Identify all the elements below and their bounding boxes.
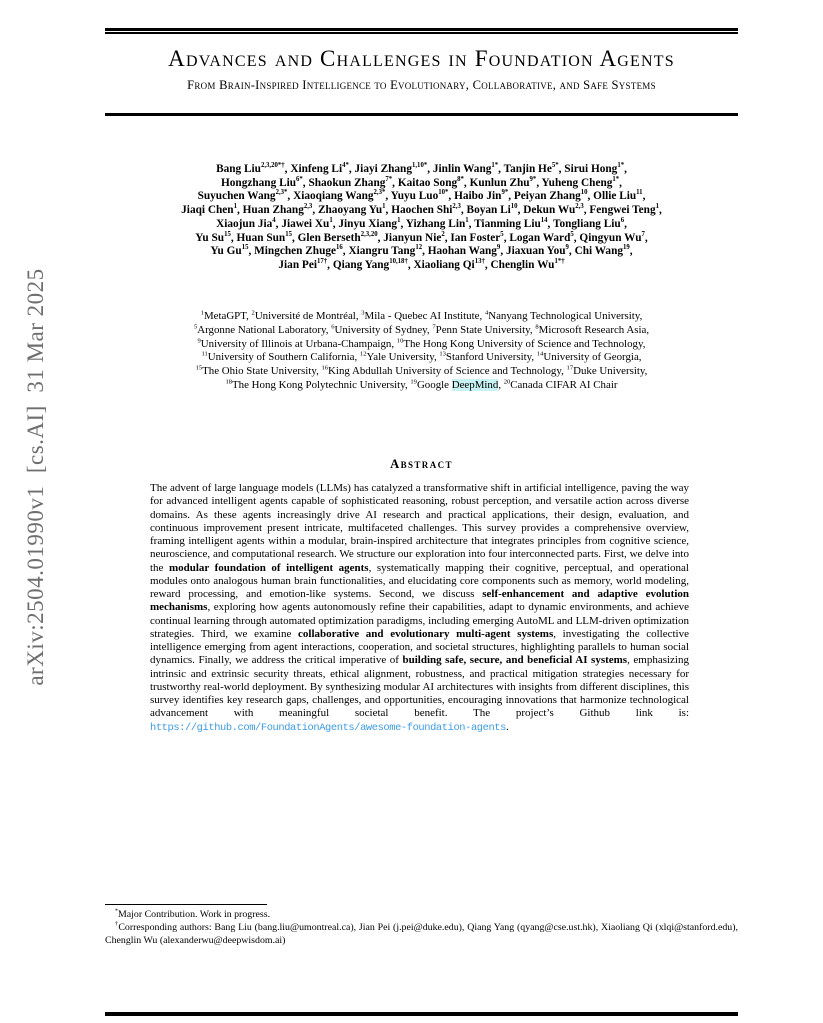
author-name: Kunlun Zhu$^{9*}$ (469, 175, 537, 189)
author-line: Xiaojun Jia$^4$, Jiawei Xu$^1$, Jinyu Xiang$^1$, Yizhang Lin$^1$, Tianming Liu$^{14}$, Tongliang Liu$^6$, (216, 217, 627, 230)
author-name: Zhaoyang Yu$^1$ (317, 203, 386, 217)
author-name: Xiaoliang $Qi^{13\dagger}$ (413, 258, 485, 271)
affiliation: $^9$University of Illinois at Urbana-Champaign (197, 336, 392, 350)
author-name: Jinlin Wang$^{1*}$ (432, 162, 499, 175)
affiliation-line: $^1$MetaGPT, $^2$Université de Montréal, $^3$Mila - Quebec AI Institute, $^4$Nanyang Technological University, (200, 309, 643, 322)
author-name: Xiaoqiang Wang$^{2,3*}$ (293, 189, 386, 203)
author-name: Jiaxuan You$^9$ (505, 244, 569, 258)
affiliation-lines (105, 310, 738, 393)
author-name: Haibo Jin$^{9*}$ (454, 189, 509, 203)
author-line: Yu Su$^{15}$, Huan Sun$^{15}$, Glen Berseth$^{2,3,20}$, Jianyun Nie$^2$, Ian Foster$^5$, Logan Ward$^5$, Qingyun Wu$^7$, (195, 230, 648, 244)
abstract-bold-phrase: collaborative and evolutionary multi-agent systems (298, 627, 554, 640)
author-name: Shaokun Zhang$^{7*}$ (308, 175, 393, 189)
author-name: Jian Pei$^{17\dagger}$ (278, 258, 328, 271)
affiliation: $^{18}$The Hong Kong Polytechnic University (225, 378, 405, 391)
affiliation: $^8$Microsoft Research Asia (535, 323, 647, 336)
author-name: Qingyun Wu$^7$ (579, 230, 645, 244)
author-name: Jianyun Nie$^2$ (383, 230, 445, 244)
author-name: Xiaojun Jia$^4$ (216, 217, 276, 230)
footnote-rule (105, 904, 267, 905)
affiliation: $^7$Penn State University (432, 323, 530, 336)
author-name: Yuyu Luo$^{10*}$ (390, 189, 449, 203)
author-name: Logan Ward$^5$ (509, 230, 574, 244)
arxiv-stamp: arXiv:2504.01990v1 [cs.AI] 31 Mar 2025 (23, 268, 48, 686)
affiliation: $^{11}$University of Southern California (201, 350, 355, 364)
author-name: Hongzhang Liu$^{6*}$ (221, 175, 303, 189)
affiliation: $^6$University of Sydney (331, 323, 427, 336)
author-name: Yu Su$^{15}$ (195, 230, 231, 244)
author-name: Ian Foster$^5$ (450, 230, 504, 244)
affiliation: $^{16}$King Abdullah University of Science and Technology (321, 364, 562, 378)
affiliation: $^{14}$University of Georgia (536, 350, 639, 364)
affiliation-line: $^9$University of Illinois at Urbana-Champaign, $^{10}$The Hong Kong University of Science and Technology, (197, 336, 646, 350)
affiliation: $^{17}$Duke University (566, 364, 645, 378)
author-name: Dekun Wu$^{2,3}$ (523, 203, 584, 217)
author-name: Huan Sun$^{15}$ (236, 230, 292, 244)
abstract-bold-phrase: building safe, secure, and beneficial AI systems (402, 654, 628, 667)
author-name: Qiang Yang$^{10,18\dagger}$ (332, 258, 408, 271)
footnote: *Major Contribution. Work in progress. (115, 908, 271, 920)
author-name: Glen Berseth$^{2,3,20}$ (297, 230, 378, 244)
affiliation: $^{20}$Canada CIFAR AI Chair (503, 378, 618, 391)
abstract-bold-phrase: modular foundation of intelligent agents (168, 561, 369, 574)
affiliation: $^{19}$Google DeepMind (410, 378, 499, 391)
author-name: Mingchen Zhuge$^{16}$ (254, 244, 343, 258)
author-name: Yizhang Lin$^1$ (405, 217, 469, 230)
author-name: Tianming Liu$^{14}$ (474, 217, 548, 230)
affiliation: $^{10}$The Hong Kong University of Science and Technology (396, 336, 643, 350)
page-bottom-rule (105, 1012, 738, 1016)
author-line: Suyuchen Wang$^{2,3*}$, Xiaoqiang Wang$^{2,3*}$, Yuyu Luo$^{10*}$, Haibo Jin$^{9*}$, Peiyan Zhang$^{10}$, Ollie Liu$^{11}$, (197, 189, 646, 203)
author-line: Jiaqi Chen$^1$, Huan Zhang$^{2,3}$, Zhaoyang Yu$^1$, Haochen Shi$^{2,3}$, Boyan Li$^{10}$, Dekun Wu$^{2,3}$, Fengwei Teng$^1$, (181, 203, 662, 217)
affiliation: $^4$Nanyang Technological University (484, 309, 640, 322)
author-name: Sirui Hong$^{1*}$ (564, 162, 625, 175)
paper-title: Advances and Challenges in Foundation Agents (168, 46, 675, 71)
author-name: Haochen Shi$^{2,3}$ (391, 203, 461, 217)
affiliation-line: $^5$Argonne National Laboratory, $^6$University of Sydney, $^7$Penn State University, $^8$Microsoft Research Asia, (193, 323, 650, 336)
affiliation-line: $^{15}$The Ohio State University, $^{16}$King Abdullah University of Science and Technology, $^{17}$Duke University, (195, 364, 648, 378)
affiliation-line: $^{18}$The Hong Kong Polytechnic University, $^{19}$Google DeepMind, $^{20}$Canada CIFAR AI Chair (225, 378, 618, 391)
author-name: Yuheng Cheng$^{1*}$ (541, 175, 620, 189)
author-name: Kaitao Song$^{8*}$ (397, 175, 464, 189)
header-top-rule (105, 28, 738, 34)
author-lines (105, 163, 738, 273)
author-name: Boyan Li$^{10}$ (466, 203, 518, 217)
footnotes (105, 909, 738, 947)
highlighted-text: DeepMind (451, 378, 499, 391)
author-name: Jiaqi Chen$^1$ (181, 203, 237, 217)
author-name: Peiyan Zhang$^{10}$ (513, 189, 588, 203)
author-name: Haohan Wang$^9$ (427, 244, 501, 258)
paper-subtitle: From Brain-Inspired Intelligence to Evolutionary, Collaborative, and Safe Systems (187, 78, 656, 92)
author-name: Jiayi Zhang$^{1,10*}$ (354, 162, 428, 175)
abstract-bold-phrase: self-enhancement and adaptive evolution mechanisms (150, 588, 690, 614)
author-line: Hongzhang Liu$^{6*}$, Shaokun Zhang$^{7*}$, Kaitao Song$^{8*}$, Kunlun Zhu$^{9*}$, Yuheng Cheng$^{1*}$, (221, 175, 622, 189)
author-line: Jian Pei$^{17\dagger}$, Qiang Yang$^{10,18\dagger}$, Xiaoliang $Qi^{13\dagger}$, Chenglin $Wu^{1*\dagger}$ (278, 258, 565, 271)
author-name: Jiawei Xu$^1$ (281, 217, 333, 230)
abstract-heading: Abstract (390, 457, 453, 471)
author-name: Bang Liu$^{2,3,20*\dagger}$ (216, 162, 285, 175)
author-name: Chi Wang$^{19}$ (574, 244, 630, 258)
affiliation: $^{12}$Yale University (359, 350, 434, 364)
author-name: Fengwei Teng$^1$ (589, 203, 659, 217)
header-top-rule-thin (105, 32, 738, 34)
affiliation: $^2$Université de Montréal (251, 309, 356, 322)
author-name: Huan Zhang$^{2,3}$ (242, 203, 313, 217)
author-name: Suyuchen Wang$^{2,3*}$ (197, 189, 288, 203)
affiliation: $^1$MetaGPT (200, 309, 247, 322)
author-name: Chenglin $Wu^{1*\dagger}$ (490, 258, 565, 271)
affiliation: $^5$Argonne National Laboratory (193, 323, 326, 336)
affiliation: $^{15}$The Ohio State University (195, 364, 317, 378)
github-link[interactable]: https://github.com/FoundationAgents/awesome-foundation-agents (150, 721, 506, 734)
author-name: Xiangru Tang$^{12}$ (348, 244, 423, 258)
affiliation: $^{13}$Stanford University (439, 350, 532, 364)
author-name: Tongliang Liu$^6$ (552, 217, 625, 230)
author-line: Bang Liu$^{2,3,20*\dagger}$, Xinfeng $Li^{4*}$, Jiayi Zhang$^{1,10*}$, Jinlin Wang$^{1*}$, Tanjin $He^{5*}$, Sirui Hong$^{1*}$, (216, 162, 627, 175)
affiliation-line: $^{11}$University of Southern California, $^{12}$Yale University, $^{13}$Stanford University, $^{14}$University of Georgia, (201, 350, 642, 364)
header-bottom-rule (105, 113, 738, 116)
author-name: Tanjin $He^{5*}$ (503, 162, 559, 175)
author-name: Xinfeng $Li^{4*}$ (290, 162, 349, 175)
author-name: Jinyu Xiang$^1$ (338, 217, 401, 230)
abstract-body: The advent of large language models (LLMs) has catalyzed a transformative shift in artificial intelligence, paving the way for advanced intelligent agents capable of sophisticated reasoning, robust perception, and versatile action across diverse domains. As these agents increasingly drive AI research and practical applications, their design, evaluation, and continuous improvement present intricate, multifaceted challenges. This survey provides a comprehensive overview, framing intelligent agents within a modular, brain-inspired architecture that integrates principles from cognitive science, neuroscience, and computational research. We structure our exploration into four interconnected parts. First, we delve into the modular foundation of intelligent agents, systematically mapping their cognitive, perceptual, and operational modules onto analogous human brain functionalities, and elucidating core components such as memory, world modeling, reward processing, and emotion-like systems. Second, we discuss self-enhancement and adaptive evolution mechanisms, exploring how agents autonomously refine their capabilities, adapt to dynamic environments, and achieve continual learning through automated optimization paradigms, including emerging AutoML and LLM-driven optimization strategies. Third, we examine collaborative and evolutionary multi-agent systems, investigating the collective intelligence emerging from agent interactions, cooperation, and societal structures, highlighting parallels to human social dynamics. Finally, we address the critical imperative of building safe, secure, and beneficial AI systems, emphasizing intrinsic and extrinsic security threats, ethical alignment, robustness, and practical mitigation strategies necessary for trustworthy real-world deployment. By synthesizing modular AI architectures with insights from different disciplines, this survey identifies key research gaps, challenges, and opportunities, encouraging innovations that harmonize technological advancement with meaningful societal benefit. The project’s Github link is: https://github.com/FoundationAgents/awesome-foundation-agents. (150, 482, 690, 734)
author-name: Yu Gu$^{15}$ (210, 244, 249, 258)
author-name: Ollie Liu$^{11}$ (593, 189, 643, 203)
author-line: Yu Gu$^{15}$, Mingchen Zhuge$^{16}$, Xiangru Tang$^{12}$, Haohan Wang$^9$, Jiaxuan You$^9$, Chi Wang$^{19}$, (210, 244, 633, 258)
affiliation: $^3$Mila - Quebec AI Institute (361, 309, 480, 322)
footnote: †Corresponding authors: Bang Liu (bang.liu@umontreal.ca), Jian Pei (j.pei@duke.edu), Qiang Yang (qyang@cse.ust.hk), Xiaoliang Qi (xlqi@stanford.edu), Chenglin Wu (alexanderwu@deepwisdom.ai) (105, 921, 739, 946)
